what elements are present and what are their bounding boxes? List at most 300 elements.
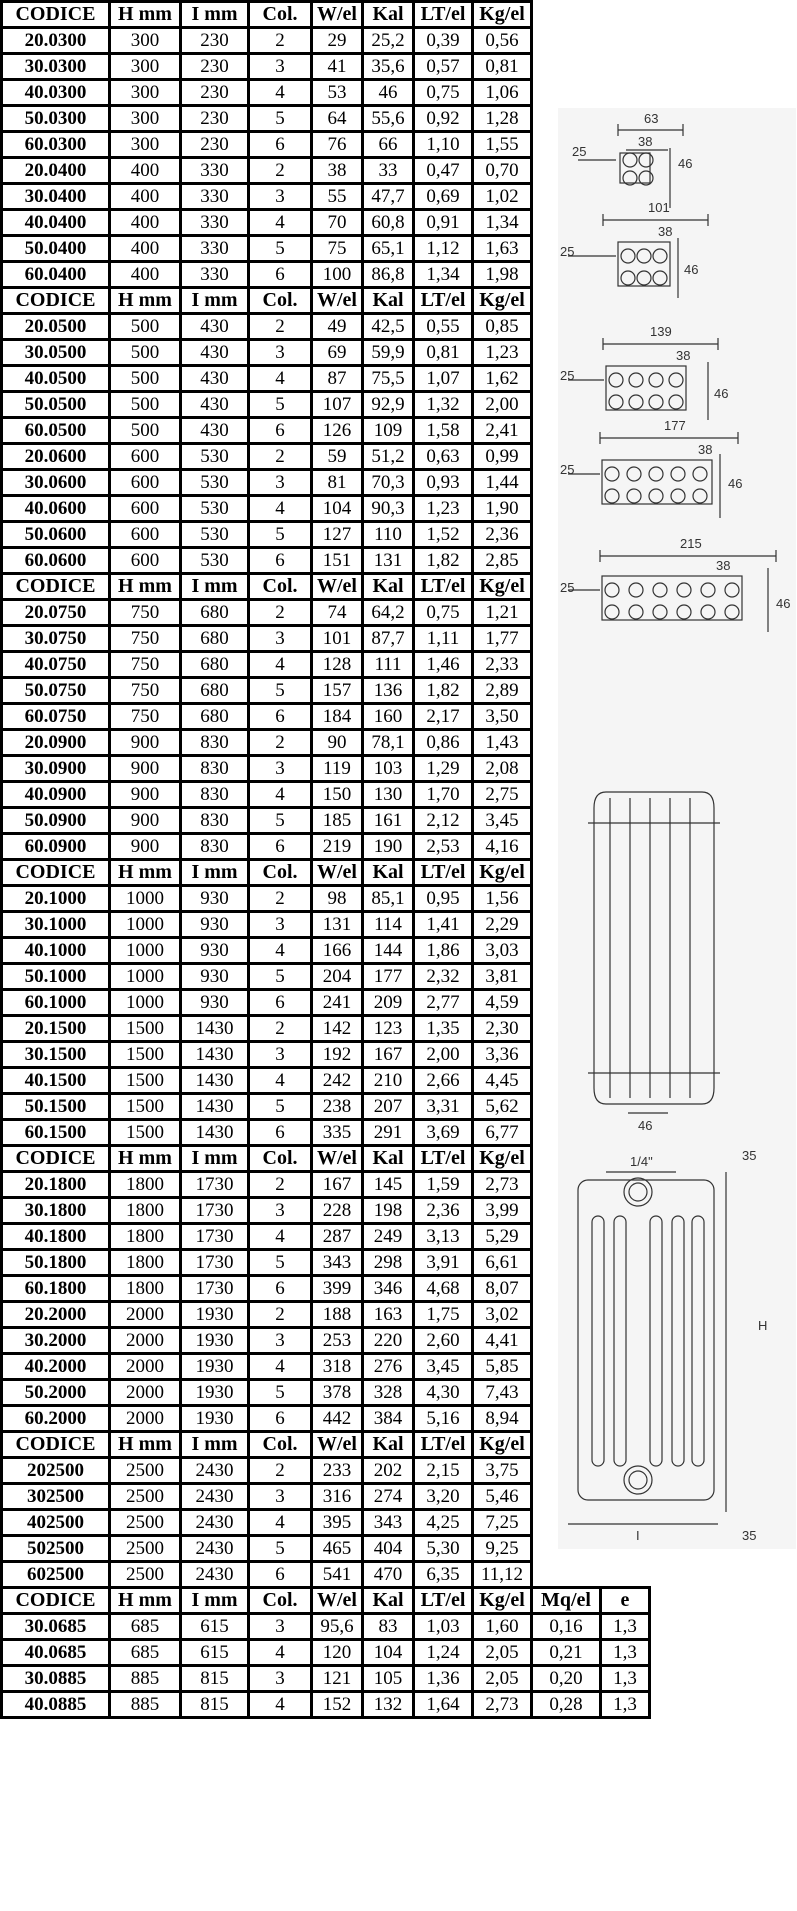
table-cell: 430	[181, 418, 249, 444]
table-cell: 2,53	[414, 834, 473, 860]
table-cell: 1430	[181, 1042, 249, 1068]
table-cell: 190	[363, 834, 414, 860]
table-cell: 680	[181, 652, 249, 678]
table-cell: 30.1800	[2, 1198, 110, 1224]
table-cell: 1730	[181, 1250, 249, 1276]
table-cell: 104	[312, 496, 363, 522]
table-cell: 238	[312, 1094, 363, 1120]
header-row	[2, 574, 650, 600]
table-cell: 69	[312, 340, 363, 366]
table-row	[2, 990, 650, 1016]
table-cell: 430	[181, 392, 249, 418]
table-row	[2, 262, 650, 288]
table-cell: 1,11	[414, 626, 473, 652]
table-cell: 0,85	[473, 314, 532, 340]
table-cell: 6	[249, 834, 312, 860]
table-cell: 2,33	[473, 652, 532, 678]
table-cell: 145	[363, 1172, 414, 1198]
table-cell: 680	[181, 626, 249, 652]
table-row	[2, 1094, 650, 1120]
table-cell: 111	[363, 652, 414, 678]
table-cell: 930	[181, 964, 249, 990]
section-4col-width: 139	[650, 324, 672, 339]
table-cell: 60.1800	[2, 1276, 110, 1302]
table-cell: 2430	[181, 1536, 249, 1562]
table-cell: 1000	[110, 886, 181, 912]
table-cell: 1,28	[473, 106, 532, 132]
header-cell: CODICE	[2, 2, 110, 28]
table-cell: 157	[312, 678, 363, 704]
table-row	[2, 1224, 650, 1250]
table-cell: 40.0400	[2, 210, 110, 236]
table-cell: 2,73	[473, 1692, 532, 1718]
table-cell: 3,91	[414, 1250, 473, 1276]
header-cell: Mq/el	[532, 1588, 601, 1614]
section-3col-spacing: 38	[658, 224, 673, 239]
table-cell: 131	[363, 548, 414, 574]
table-cell: 0,81	[414, 340, 473, 366]
table-row	[2, 366, 650, 392]
table-cell: 602500	[2, 1562, 110, 1588]
table-cell: 5	[249, 106, 312, 132]
table-row	[2, 1172, 650, 1198]
table-cell: 3,20	[414, 1484, 473, 1510]
table-cell: 83	[363, 1614, 414, 1640]
table-cell: 0,20	[532, 1666, 601, 1692]
table-cell: 600	[110, 548, 181, 574]
header-cell: LT/el	[414, 860, 473, 886]
table-cell: 400	[110, 262, 181, 288]
table-cell: 1,60	[473, 1614, 532, 1640]
table-cell: 0,39	[414, 28, 473, 54]
table-cell: 1730	[181, 1172, 249, 1198]
table-cell: 3	[249, 1328, 312, 1354]
section-6col-width: 215	[680, 536, 702, 551]
table-cell: 4	[249, 1068, 312, 1094]
table-row	[2, 314, 650, 340]
table-row	[2, 210, 650, 236]
table-cell: 885	[110, 1666, 181, 1692]
table-cell: 40.0500	[2, 366, 110, 392]
table-cell: 30.2000	[2, 1328, 110, 1354]
table-cell: 900	[110, 730, 181, 756]
table-cell: 4,30	[414, 1380, 473, 1406]
table-row	[2, 834, 650, 860]
table-cell: 81	[312, 470, 363, 496]
header-cell: I mm	[181, 574, 249, 600]
table-cell: 60.0300	[2, 132, 110, 158]
table-cell: 4,45	[473, 1068, 532, 1094]
table-cell: 5	[249, 1094, 312, 1120]
header-cell: Kal	[363, 1146, 414, 1172]
table-cell: 6	[249, 1276, 312, 1302]
table-cell: 2	[249, 730, 312, 756]
table-cell: 2	[249, 444, 312, 470]
table-cell: 11,12	[473, 1562, 532, 1588]
table-cell: 30.0685	[2, 1614, 110, 1640]
table-cell: 2,05	[473, 1666, 532, 1692]
header-cell: Kg/el	[473, 1146, 532, 1172]
table-cell: 2,30	[473, 1016, 532, 1042]
table-cell: 2,89	[473, 678, 532, 704]
table-cell: 2	[249, 1302, 312, 1328]
table-cell: 2,12	[414, 808, 473, 834]
table-cell: 3,45	[414, 1354, 473, 1380]
table-cell: 2500	[110, 1458, 181, 1484]
header-cell: H mm	[110, 1588, 181, 1614]
table-cell: 5,29	[473, 1224, 532, 1250]
table-cell: 100	[312, 262, 363, 288]
table-cell: 3,03	[473, 938, 532, 964]
table-cell: 900	[110, 756, 181, 782]
table-cell: 7,25	[473, 1510, 532, 1536]
table-row	[2, 106, 650, 132]
table-cell: 1,44	[473, 470, 532, 496]
table-cell: 2430	[181, 1562, 249, 1588]
table-row	[2, 1198, 650, 1224]
table-cell: 1500	[110, 1068, 181, 1094]
table-cell: 4	[249, 1354, 312, 1380]
table-cell: 142	[312, 1016, 363, 1042]
table-cell: 2,00	[414, 1042, 473, 1068]
table-cell: 1,34	[414, 262, 473, 288]
table-cell: 5	[249, 1536, 312, 1562]
table-cell: 600	[110, 522, 181, 548]
table-cell: 40.0685	[2, 1640, 110, 1666]
empty-cell	[601, 80, 650, 106]
table-cell: 3	[249, 470, 312, 496]
table-row	[2, 600, 650, 626]
table-cell: 120	[312, 1640, 363, 1666]
header-cell: LT/el	[414, 1146, 473, 1172]
table-cell: 4,59	[473, 990, 532, 1016]
table-cell: 2,66	[414, 1068, 473, 1094]
table-cell: 40.0600	[2, 496, 110, 522]
table-cell: 90,3	[363, 496, 414, 522]
table-cell: 930	[181, 912, 249, 938]
empty-cell	[601, 1562, 650, 1588]
table-cell: 330	[181, 262, 249, 288]
table-cell: 2430	[181, 1484, 249, 1510]
header-row	[2, 2, 650, 28]
table-cell: 330	[181, 184, 249, 210]
header-cell: Col.	[249, 288, 312, 314]
table-cell: 395	[312, 1510, 363, 1536]
table-cell: 3	[249, 340, 312, 366]
table-cell: 2	[249, 158, 312, 184]
table-cell: 500	[110, 314, 181, 340]
table-cell: 50.1500	[2, 1094, 110, 1120]
empty-cell	[532, 2, 601, 28]
header-cell: Kg/el	[473, 1432, 532, 1458]
table-cell: 0,86	[414, 730, 473, 756]
table-row	[2, 756, 650, 782]
table-cell: 228	[312, 1198, 363, 1224]
table-cell: 530	[181, 470, 249, 496]
table-cell: 230	[181, 28, 249, 54]
table-cell: 130	[363, 782, 414, 808]
table-cell: 98	[312, 886, 363, 912]
header-cell: Col.	[249, 1588, 312, 1614]
table-row	[2, 964, 650, 990]
table-cell: 230	[181, 80, 249, 106]
table-cell: 150	[312, 782, 363, 808]
technical-drawings	[558, 108, 796, 1549]
table-cell: 885	[110, 1692, 181, 1718]
table-cell: 53	[312, 80, 363, 106]
table-cell: 2430	[181, 1510, 249, 1536]
table-cell: 59,9	[363, 340, 414, 366]
table-cell: 1930	[181, 1328, 249, 1354]
table-cell: 40.0300	[2, 80, 110, 106]
table-cell: 530	[181, 496, 249, 522]
table-cell: 2	[249, 314, 312, 340]
table-cell: 78,1	[363, 730, 414, 756]
table-cell: 2,32	[414, 964, 473, 990]
table-cell: 5	[249, 392, 312, 418]
front-view-interaxis: I	[636, 1528, 640, 1543]
table-cell: 127	[312, 522, 363, 548]
table-cell: 2,29	[473, 912, 532, 938]
header-cell: LT/el	[414, 2, 473, 28]
table-row	[2, 626, 650, 652]
table-row	[2, 392, 650, 418]
table-cell: 300	[110, 54, 181, 80]
header-row	[2, 1432, 650, 1458]
table-row	[2, 1016, 650, 1042]
header-cell: H mm	[110, 1432, 181, 1458]
table-cell: 6	[249, 1120, 312, 1146]
table-cell: 60.2000	[2, 1406, 110, 1432]
table-cell: 2000	[110, 1302, 181, 1328]
table-cell: 242	[312, 1068, 363, 1094]
table-cell: 930	[181, 886, 249, 912]
table-cell: 1930	[181, 1302, 249, 1328]
table-cell: 3,45	[473, 808, 532, 834]
table-cell: 384	[363, 1406, 414, 1432]
table-cell: 600	[110, 444, 181, 470]
table-cell: 1,70	[414, 782, 473, 808]
table-cell: 1,29	[414, 756, 473, 782]
table-cell: 930	[181, 938, 249, 964]
table-cell: 5	[249, 522, 312, 548]
table-row	[2, 1510, 650, 1536]
table-cell: 328	[363, 1380, 414, 1406]
table-cell: 330	[181, 210, 249, 236]
table-cell: 0,95	[414, 886, 473, 912]
table-cell: 404	[363, 1536, 414, 1562]
table-cell: 41	[312, 54, 363, 80]
table-cell: 6	[249, 262, 312, 288]
table-cell: 1730	[181, 1224, 249, 1250]
header-row	[2, 1146, 650, 1172]
table-cell: 541	[312, 1562, 363, 1588]
table-cell: 3,13	[414, 1224, 473, 1250]
table-row	[2, 1562, 650, 1588]
table-cell: 167	[312, 1172, 363, 1198]
table-cell: 1430	[181, 1120, 249, 1146]
table-cell: 335	[312, 1120, 363, 1146]
table-cell: 300	[110, 132, 181, 158]
table-cell: 3	[249, 54, 312, 80]
table-cell: 750	[110, 678, 181, 704]
table-cell: 6	[249, 132, 312, 158]
section-4col-drawing	[560, 324, 728, 420]
table-cell: 1000	[110, 912, 181, 938]
table-row	[2, 496, 650, 522]
table-cell: 2,36	[414, 1198, 473, 1224]
header-cell: LT/el	[414, 1432, 473, 1458]
table-cell: 6	[249, 704, 312, 730]
table-cell: 2000	[110, 1328, 181, 1354]
table-cell: 207	[363, 1094, 414, 1120]
table-cell: 3	[249, 1666, 312, 1692]
table-row	[2, 418, 650, 444]
table-cell: 249	[363, 1224, 414, 1250]
table-cell: 1000	[110, 938, 181, 964]
table-cell: 60,8	[363, 210, 414, 236]
table-cell: 2000	[110, 1406, 181, 1432]
header-cell: CODICE	[2, 860, 110, 886]
table-cell: 1800	[110, 1172, 181, 1198]
table-cell: 123	[363, 1016, 414, 1042]
table-row	[2, 470, 650, 496]
table-cell: 1430	[181, 1068, 249, 1094]
table-row	[2, 1276, 650, 1302]
table-cell: 1,63	[473, 236, 532, 262]
table-cell: 680	[181, 678, 249, 704]
header-cell: H mm	[110, 1146, 181, 1172]
table-cell: 402500	[2, 1510, 110, 1536]
table-cell: 318	[312, 1354, 363, 1380]
table-cell: 219	[312, 834, 363, 860]
table-cell: 4,41	[473, 1328, 532, 1354]
table-cell: 1,90	[473, 496, 532, 522]
table-cell: 3	[249, 1484, 312, 1510]
header-cell: I mm	[181, 1588, 249, 1614]
table-cell: 680	[181, 600, 249, 626]
table-cell: 1,23	[473, 340, 532, 366]
table-cell: 64,2	[363, 600, 414, 626]
empty-cell	[601, 54, 650, 80]
table-cell: 530	[181, 522, 249, 548]
header-cell: W/el	[312, 1588, 363, 1614]
table-cell: 70,3	[363, 470, 414, 496]
header-cell: H mm	[110, 860, 181, 886]
table-cell: 75	[312, 236, 363, 262]
header-cell: Col.	[249, 574, 312, 600]
table-row	[2, 1120, 650, 1146]
table-cell: 287	[312, 1224, 363, 1250]
table-cell: 3,02	[473, 1302, 532, 1328]
table-cell: 66	[363, 132, 414, 158]
table-cell: 1,10	[414, 132, 473, 158]
table-cell: 500	[110, 392, 181, 418]
table-cell: 29	[312, 28, 363, 54]
table-row	[2, 1666, 650, 1692]
table-row	[2, 1640, 650, 1666]
table-cell: 4	[249, 80, 312, 106]
table-cell: 1500	[110, 1042, 181, 1068]
table-cell: 500	[110, 366, 181, 392]
table-cell: 20.0900	[2, 730, 110, 756]
table-cell: 49	[312, 314, 363, 340]
empty-cell	[601, 2, 650, 28]
table-cell: 220	[363, 1328, 414, 1354]
header-cell: CODICE	[2, 1146, 110, 1172]
section-2col-spacing: 38	[638, 134, 653, 149]
empty-cell	[532, 1562, 601, 1588]
table-cell: 2500	[110, 1510, 181, 1536]
table-cell: 5,62	[473, 1094, 532, 1120]
spec-table-body	[2, 2, 653, 1718]
table-cell: 750	[110, 704, 181, 730]
section-5col-width: 177	[664, 418, 686, 433]
table-cell: 0,55	[414, 314, 473, 340]
table-cell: 500	[110, 340, 181, 366]
table-cell: 4,68	[414, 1276, 473, 1302]
table-cell: 300	[110, 80, 181, 106]
table-cell: 114	[363, 912, 414, 938]
table-cell: 40.0750	[2, 652, 110, 678]
front-view-bottom-offset: 35	[742, 1528, 757, 1543]
table-cell: 900	[110, 834, 181, 860]
table-cell: 105	[363, 1666, 414, 1692]
table-cell: 0,81	[473, 54, 532, 80]
table-cell: 3	[249, 756, 312, 782]
table-cell: 65,1	[363, 236, 414, 262]
table-cell: 59	[312, 444, 363, 470]
table-cell: 2,41	[473, 418, 532, 444]
table-row	[2, 678, 650, 704]
table-cell: 60.0900	[2, 834, 110, 860]
table-cell: 530	[181, 444, 249, 470]
table-cell: 1,98	[473, 262, 532, 288]
section-5col-drawing	[560, 418, 742, 518]
table-cell: 38	[312, 158, 363, 184]
table-cell: 4	[249, 938, 312, 964]
table-cell: 2,17	[414, 704, 473, 730]
table-row	[2, 80, 650, 106]
table-cell: 6,35	[414, 1562, 473, 1588]
table-row	[2, 1458, 650, 1484]
table-row	[2, 886, 650, 912]
table-cell: 20.1000	[2, 886, 110, 912]
table-cell: 830	[181, 756, 249, 782]
table-cell: 50.0300	[2, 106, 110, 132]
table-cell: 30.0300	[2, 54, 110, 80]
table-cell: 202	[363, 1458, 414, 1484]
table-cell: 86,8	[363, 262, 414, 288]
table-cell: 399	[312, 1276, 363, 1302]
table-cell: 0,69	[414, 184, 473, 210]
table-cell: 1,3	[601, 1666, 650, 1692]
table-cell: 3	[249, 184, 312, 210]
table-cell: 1,59	[414, 1172, 473, 1198]
table-cell: 1,52	[414, 522, 473, 548]
table-cell: 70	[312, 210, 363, 236]
header-cell: Kg/el	[473, 574, 532, 600]
section-2col-depth: 46	[678, 156, 693, 171]
table-cell: 64	[312, 106, 363, 132]
table-cell: 465	[312, 1536, 363, 1562]
empty-cell	[601, 28, 650, 54]
table-cell: 76	[312, 132, 363, 158]
front-view-height: H	[758, 1318, 768, 1333]
table-cell: 0,75	[414, 80, 473, 106]
table-cell: 4	[249, 1224, 312, 1250]
table-cell: 4,25	[414, 1510, 473, 1536]
